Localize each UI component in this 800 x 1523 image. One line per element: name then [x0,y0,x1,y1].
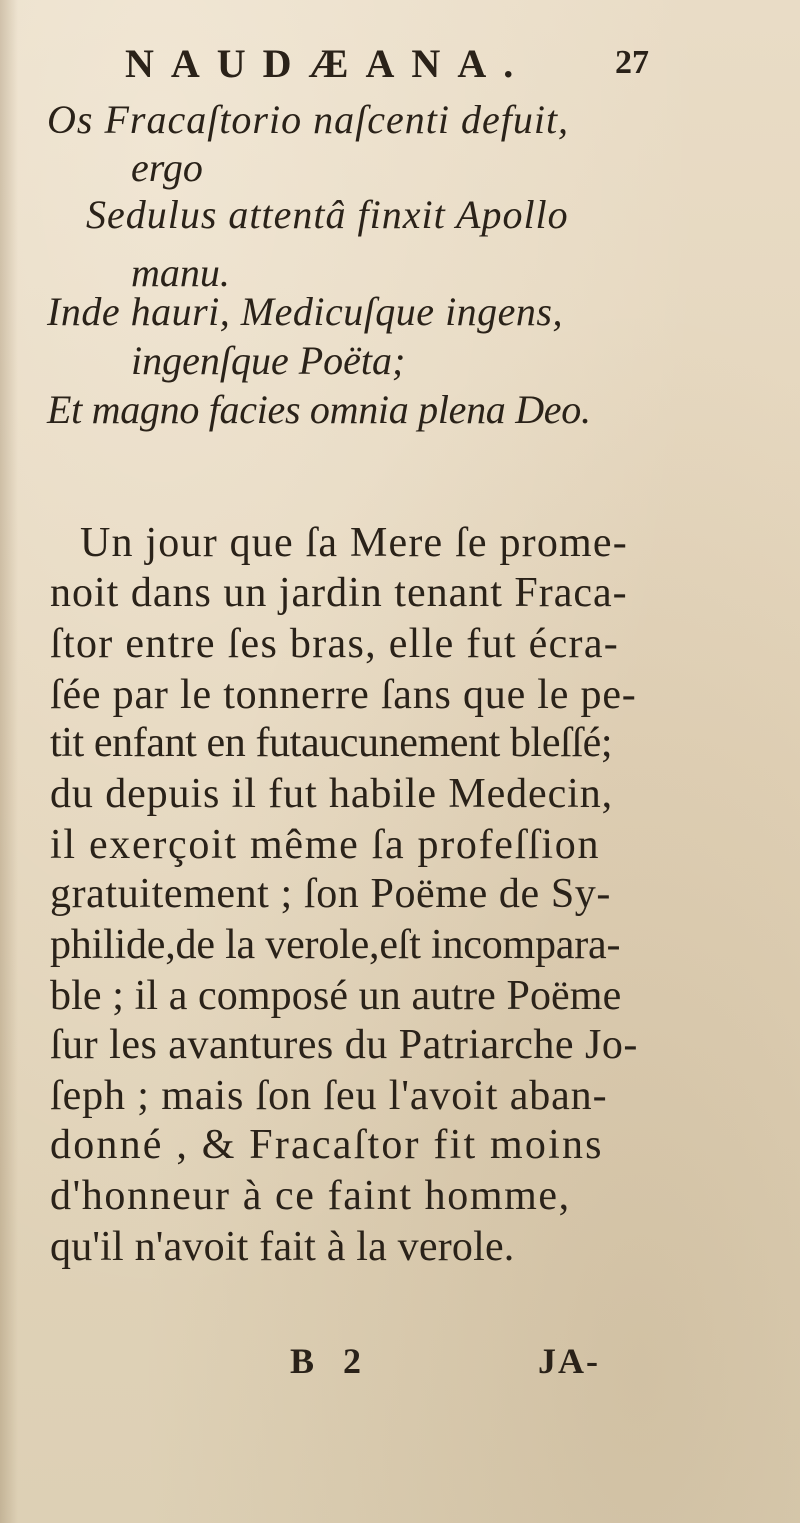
text-line: ſeph ; mais ſon ſeu l'avoit aban- [50,1073,608,1119]
running-title: NAUDÆANA. [125,41,531,86]
text-line: Un jour que ſa Mere ſe prome- [80,520,628,566]
page-footer [0,1340,800,1390]
text-line: ſur les avantures du Patriarche Jo- [50,1022,638,1068]
text-line: du depuis il fut habile Medecin, [50,771,614,817]
text-line: ſée par le tonnerre ſans que le pe- [50,672,637,718]
text-line: tit enfant en futaucunement bleſſé; [50,720,613,766]
text-line: ſtor entre ſes bras, elle fut écra- [50,621,620,667]
verse-line: ingenſque Poëta; [131,338,406,383]
signature-mark: B 2 [290,1341,372,1381]
text-line: qu'il n'avoit fait à la verole. [50,1224,515,1270]
text-line: d'honneur à ce faint homme, [50,1173,571,1219]
page-header [0,40,800,100]
text-line: noit dans un jardin tenant Fraca- [50,570,628,616]
verse-line: Inde hauri, Medicuſque ingens, [47,289,563,334]
text-line: il exerçoit même ſa profeſſion [50,822,601,868]
verse-line: manu. [131,250,230,295]
page-gutter-shadow [0,0,18,1523]
catchword: JA- [538,1341,600,1381]
text-line: philide,de la verole,eſt incompara- [50,922,621,968]
verse-line: ergo [131,145,203,190]
text-line: gratuitement ; ſon Poëme de Sy- [50,871,611,917]
text-line: ble ; il a composé un autre Poëme [50,973,622,1019]
verse-line: Sedulus attentâ finxit Apollo [86,192,569,237]
verse-line: Et magno facies omnia plena Deo. [47,387,591,432]
verse-line: Os Fracaſtorio naſcenti defuit, [47,97,570,142]
page-number: 27 [615,44,649,81]
text-line: donné , & Fracaſtor fit moins [50,1122,604,1168]
